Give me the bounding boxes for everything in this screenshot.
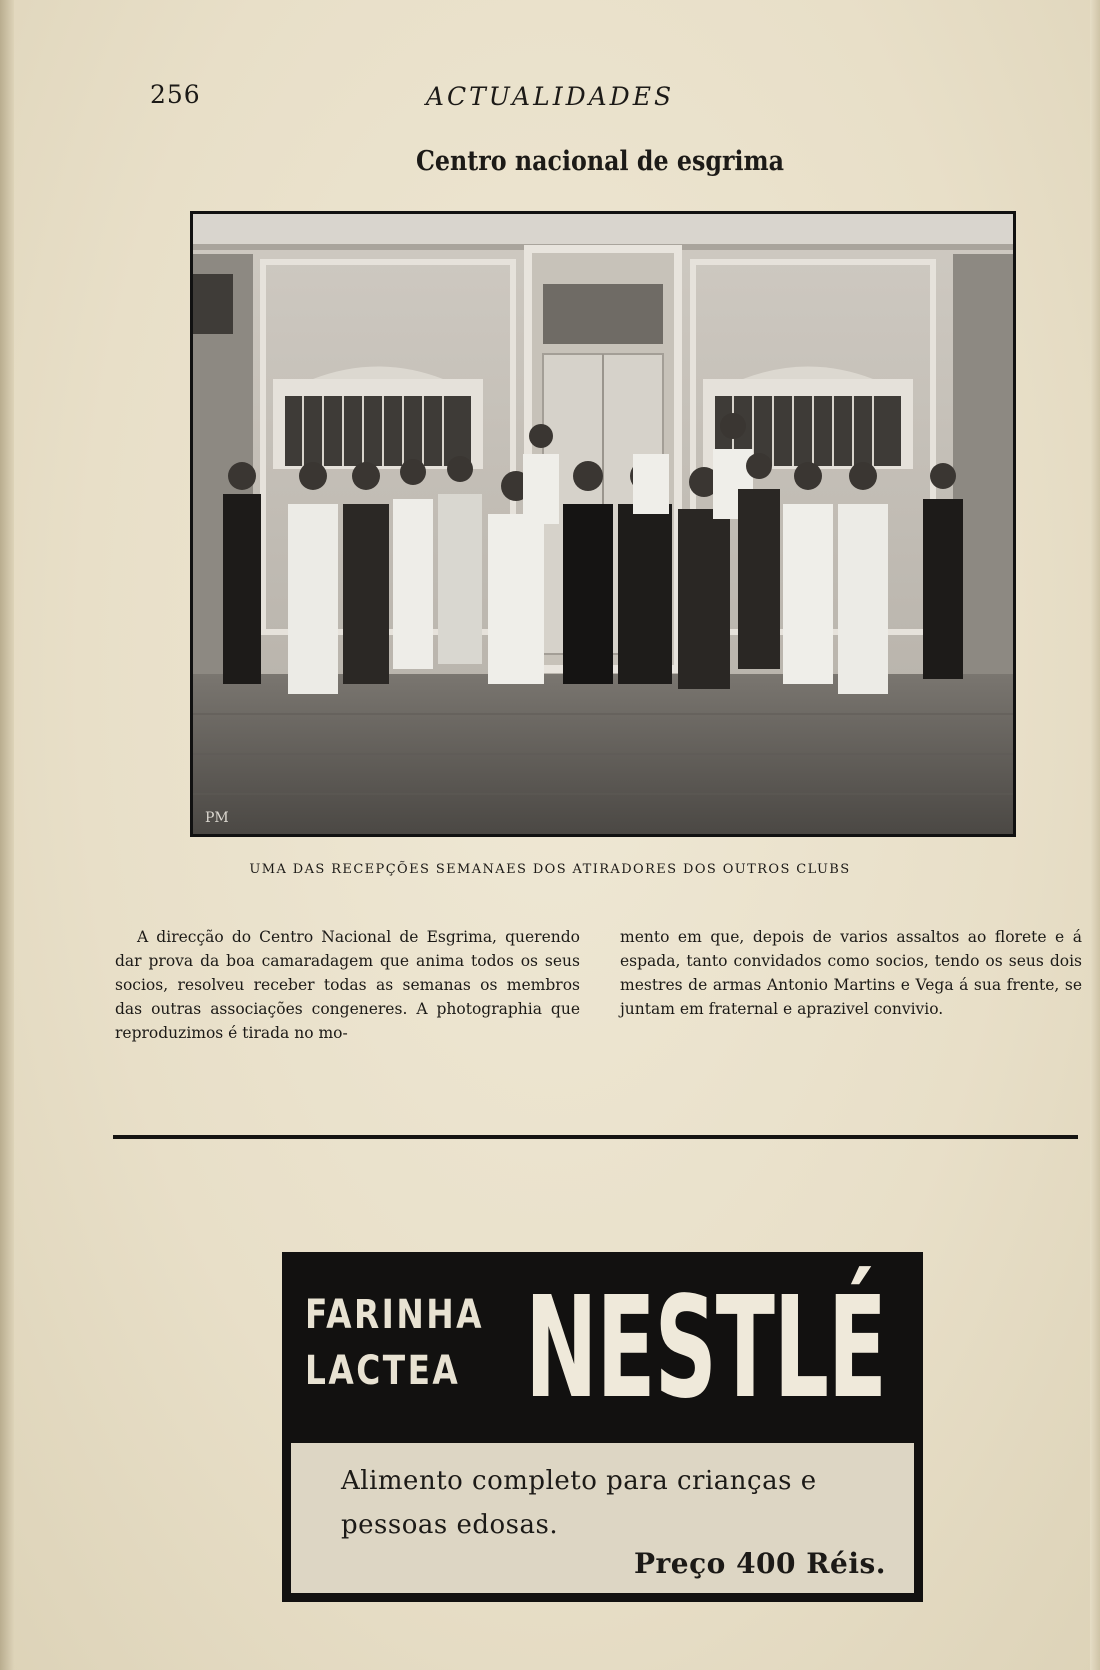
photo-illustration	[193, 214, 1013, 834]
section-divider	[113, 1135, 1078, 1139]
page-edge	[1090, 0, 1100, 1670]
ad-line-lactea: LACTEA	[305, 1348, 461, 1394]
article-column-right	[620, 925, 1082, 1021]
article-paragraph-right: mento em que, depois de varios assaltos ao florete e á espada, tanto convidados como socios, tendo os seus dois mestres de armas Antonio Martins e Vega á sua frente, se juntam em fraternal e aprazivel convivio.	[620, 928, 1082, 1018]
nestle-advertisement	[282, 1252, 923, 1602]
photo-caption: UMA DAS RECEPÇÕES SEMANAES DOS ATIRADORES DOS OUTROS CLUBS	[249, 862, 851, 877]
ad-price: Preço 400 Réis.	[633, 1547, 886, 1580]
running-head: ACTUALIDADES	[425, 82, 675, 111]
ad-description: Alimento completo para crianças e pessoas edosas.	[341, 1466, 817, 1540]
binding-gutter	[0, 0, 14, 1670]
fencers-photograph	[190, 211, 1016, 837]
photo-signature: PM	[205, 810, 229, 826]
article-column-left	[115, 925, 580, 1045]
article-paragraph-left: A direcção do Centro Nacional de Esgrima, querendo dar prova da boa camaradagem que anima todos os seus socios, resolveu receber todas as semanas os membros das outras associações congeneres. A photographia que reproduzimos é tirada no mo-	[115, 928, 580, 1042]
ad-brand: NESTLÉ	[525, 1267, 886, 1430]
page-number: 256	[150, 80, 201, 109]
article-title: Centro nacional de esgrima	[415, 146, 785, 177]
ad-product-name	[305, 1287, 484, 1399]
ad-line-farinha: FARINHA	[305, 1292, 485, 1338]
ad-body	[291, 1443, 914, 1593]
ad-header	[285, 1255, 920, 1443]
